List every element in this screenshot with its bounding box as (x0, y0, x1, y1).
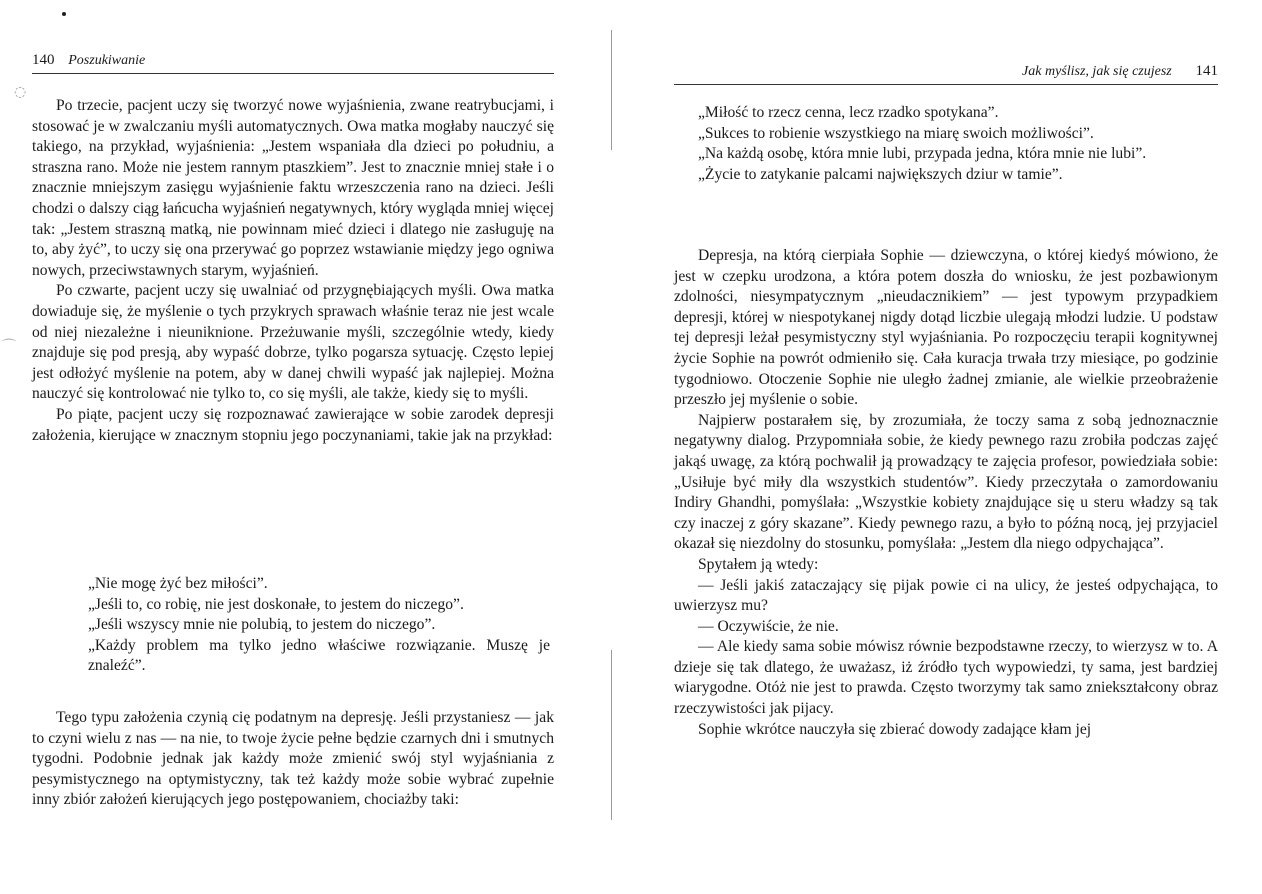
left-page-header (32, 52, 554, 69)
list-item: „Na każdą osobę, która mnie lubi, przypada jedna, która mnie nie lubi”. (698, 145, 1147, 163)
list-item: „Jeśli to, co robię, nie jest doskonałe, to jestem do niczego”. (88, 595, 464, 613)
paragraph: Sophie wkrótce nauczyła się zbierać dowody zadające kłam jej (698, 720, 1092, 738)
list-item: „Każdy problem ma tylko jedno właściwe rozwiązanie. Muszę je znaleźć”. (88, 636, 550, 675)
gutter-line (611, 30, 612, 150)
pencil-mark: ◌ (14, 84, 27, 100)
paragraph: Po czwarte, pacjent uczy się uwalniać od przygnębiających myśli. Owa matka dowiaduje się, że myślenie o tych przykrych sprawach właśnie teraz nie jest wcale od niej niezależne i nieuniknione. Przeżuwanie myśli, szczególnie wtedy, kiedy znajduje się pod presją, aby wypaść dobrze, tylko pogarsza sytuację. Często lepiej jest odłożyć myślenie na potem, aby w danej chwili wypaść jak najlepiej. Można nauczyć się kontrolować nie tylko to, co się myśli, ale także, kiedy się to myśli. (32, 282, 554, 403)
pencil-mark: ⌒ (2, 339, 16, 355)
dialogue-line: — Jeśli jakiś zataczający się pijak powie ci na ulicy, że jesteś odpychająca, to uwierzysz mu? (674, 576, 1218, 615)
paragraph: Tego typu założenia czynią cię podatnym na depresję. Jeśli przystaniesz — jak to czyni wielu z nas — na nie, to twoje życie pełne będzie czarnych dni i smutnych tygodni. Podobnie jednak jak każdy może zmienić swój styl wyjaśniania z pesymistycznego na optymistyczny, tak też każdy może sobie wybrać zupełnie inny zbiór założeń kierujących jego postępowaniem, chociażby taki: (32, 709, 554, 809)
alternative-assumptions (674, 103, 1218, 185)
left-page (0, 0, 600, 894)
paragraph: Po trzecie, pacjent uczy się tworzyć nowe wyjaśnienia, zwane reatrybucjami, i stosować je w zwalczaniu myśli automatycznych. Owa matka mogłaby nauczyć się takiego, na przykład, wyjaśnienia: „Jestem wspaniała dla dzieci po południu, a straszna rano. Może nie jestem rannym ptaszkiem”. Jest to znacznie mniej stałe i o znacznie mniejszym zasięgu wyjaśnienie faktu wrzeszczenia rano na dzieci. Jeśli chodzi o dalszy ciąg łańcucha wyjaśnień negatywnych, który wygląda mniej więcej tak: „Jestem straszną matką, nie powinnam mieć dzieci i dlatego nie zasługuję na to, aby żyć”, to uczy się ona przerywać go poprzez wstawianie między jego ogniwa nowych, przeciwstawnych starym, wyjaśnień. (32, 97, 554, 279)
right-page-header (674, 63, 1218, 80)
assumption-list (88, 574, 550, 677)
page-number: 141 (1195, 63, 1218, 79)
paragraph: Najpierw postarałem się, by zrozumiała, że toczy sama z sobą jednoznacznie negatywny dialog. Przypomniała sobie, że kiedy pewnego razu zrobiła podczas zajęć jakąś uwagę, za którą pochwalił ją prowadzący te zajęcia profesor, powiedziała sobie: „Usiłuje być miły dla wszystkich studentów”. Kiedy przeczytała o zamordowaniu Indiry Ghandhi, pomyślała: „Wszystkie kobiety znajdujące się u steru władzy są tak czy inaczej z góry skazane”. Kiedy pewnego razu, a było to późną nocą, jej przyjaciel okazał się niezdolny do stosunku, pomyślała: „Jestem dla niego odpychająca”. (674, 411, 1218, 553)
list-item: „Życie to zatykanie palcami największych dziur w tamie”. (698, 165, 1063, 183)
list-item: „Miłość to rzecz cenna, lecz rzadko spotykana”. (698, 104, 999, 121)
page-number: 140 (32, 52, 55, 68)
dialogue-line: — Oczywiście, że nie. (698, 617, 839, 635)
paragraph: Spytałem ją wtedy: (698, 555, 819, 573)
running-title: Poszukiwanie (68, 53, 146, 68)
paragraph: Depresja, na którą cierpiała Sophie — dziewczyna, o której kiedyś mówiono, że jest w czepku urodzona, a która potem doszła do wniosku, że jest pozbawionym zdolności, niesympatycznym „nieudacznikiem” — jest typowym przypadkiem depresji, której w niespotykanej nigdy dotąd liczbie ulegają młodzi ludzie. U podstaw tej depresji leżał pesymistyczny styl wyjaśniania. Po rozpoczęciu terapii kognitywnej życie Sophie na powrót odmieniło się. Cała kuracja trwała trzy miesiące, po godzinie tygodniowo. Otoczenie Sophie nie uległo żadnej zmianie, ale wielkie przeobrażenie przeszło jej myślenie o sobie. (674, 247, 1218, 409)
right-body-text (674, 246, 1218, 740)
list-item: „Jeśli wszyscy mnie nie polubią, to jestem do niczego”. (88, 616, 436, 634)
right-page (622, 0, 1262, 894)
header-rule (674, 84, 1218, 85)
header-rule (32, 73, 554, 74)
dialogue-line: — Ale kiedy sama sobie mówisz równie bezpodstawne rzeczy, to wierzysz w to. A dzieje się tak dlatego, że uważasz, iż źródło tych wypowiedzi, ty sama, jest bardziej wiarygodne. Otóż nie jest to prawda. Często tworzymy tak samo zniekształcony obraz rzeczywistości jak pijacy. (674, 638, 1218, 718)
left-body-text (32, 96, 554, 446)
list-item: „Nie mogę żyć bez miłości”. (88, 575, 268, 592)
left-closing-text (32, 708, 554, 811)
paragraph: Po piąte, pacjent uczy się rozpoznawać zawierające w sobie zarodek depresji założenia, kierujące w znacznym stopniu jego poczynaniami, takie jak na przykład: (32, 405, 554, 444)
gutter-line (611, 650, 612, 820)
running-title: Jak myślisz, jak się czujesz (1022, 64, 1172, 79)
list-item: „Sukces to robienie wszystkiego na miarę swoich możliwości”. (698, 124, 1094, 142)
